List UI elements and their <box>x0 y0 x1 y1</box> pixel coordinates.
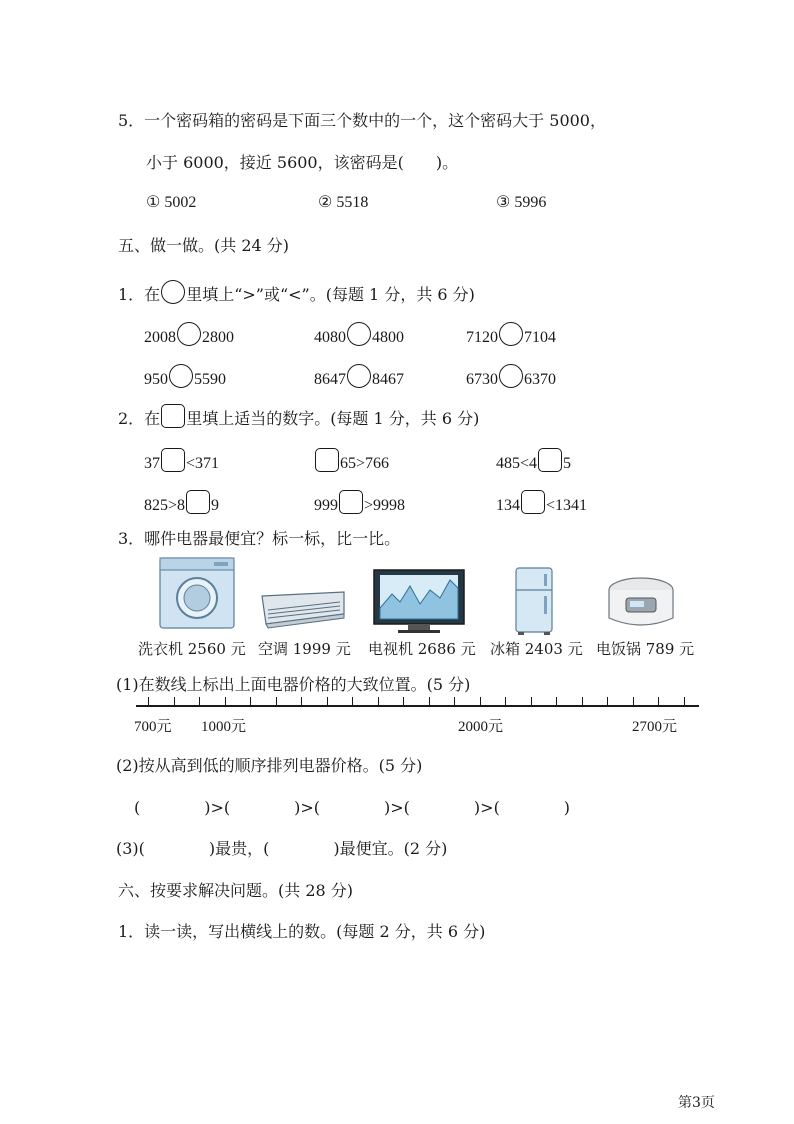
rice-cooker-icon <box>604 574 678 632</box>
answer-circle[interactable] <box>347 322 371 346</box>
page-number: 第3页 <box>678 1095 715 1111</box>
problem-1-instruction <box>118 280 475 305</box>
fill-left: 485<4 <box>496 455 538 472</box>
number-line-tick[interactable] <box>531 697 532 706</box>
fill-right: >9998 <box>364 497 406 514</box>
answer-circle[interactable] <box>169 364 193 388</box>
number-line <box>136 705 699 707</box>
q5-option-1: ① 5002 <box>146 194 197 211</box>
number-line-tick[interactable] <box>684 697 685 706</box>
number-line-tick[interactable] <box>429 697 430 706</box>
answer-box[interactable] <box>521 490 545 514</box>
number-line-tick[interactable] <box>582 697 583 706</box>
price-order-row[interactable]: ( )>( )>( )>( )>( ) <box>134 798 571 817</box>
television-icon <box>372 568 466 634</box>
q5-line-2: 小于 6000，接近 5600，该密码是( )。 <box>146 153 459 172</box>
compare-right: 4800 <box>372 329 404 346</box>
compare-right: 6370 <box>524 371 556 388</box>
number-line-label-700: 700元 <box>134 719 172 735</box>
compare-right: 2800 <box>202 329 234 346</box>
fill-left: 134 <box>496 497 520 514</box>
sub-question-2: (2)按从高到低的顺序排列电器价格。(5 分) <box>116 756 423 775</box>
number-line-tick[interactable] <box>276 697 277 706</box>
fill-right: 5 <box>563 455 572 472</box>
compare-item-6 <box>466 364 556 389</box>
number-line-label-2000: 2000元 <box>458 719 504 735</box>
compare-item-3 <box>466 322 556 347</box>
answer-circle[interactable] <box>499 322 523 346</box>
answer-box[interactable] <box>315 448 339 472</box>
fill-right: 9 <box>211 497 220 514</box>
number-line-tick[interactable] <box>174 697 175 706</box>
compare-item-2 <box>314 322 404 347</box>
fill-item-3 <box>496 448 571 473</box>
washing-machine-icon <box>156 556 238 630</box>
problem-1-post: 里填上“>”或“<”。(每题 1 分，共 6 分) <box>186 285 475 304</box>
number-line-tick[interactable] <box>301 697 302 706</box>
section-5-title: 五、做一做。(共 24 分) <box>118 236 290 255</box>
answer-box[interactable] <box>339 490 363 514</box>
blank-box-icon <box>161 404 185 428</box>
fill-left: 999 <box>314 497 338 514</box>
appliance-caption-refrigerator: 冰箱 2403 元 <box>490 640 583 658</box>
compare-left: 8647 <box>314 371 346 388</box>
q5-option-3: ③ 5996 <box>496 194 547 211</box>
problem-2-post: 里填上适当的数字。(每题 1 分，共 6 分) <box>186 409 480 428</box>
compare-item-4 <box>144 364 226 389</box>
fill-right: <1341 <box>546 497 588 514</box>
compare-item-1 <box>144 322 234 347</box>
number-line-tick[interactable] <box>352 697 353 706</box>
section-6-title: 六、按要求解决问题。(共 28 分) <box>118 881 354 900</box>
section-6-problem-1: 1．读一读，写出横线上的数。(每题 2 分，共 6 分) <box>118 922 486 941</box>
compare-right: 8467 <box>372 371 404 388</box>
problem-1-pre: 1．在 <box>118 285 161 304</box>
problem-3-title: 3．哪件电器最便宜？标一标，比一比。 <box>118 529 401 548</box>
number-line-tick[interactable] <box>327 697 328 706</box>
number-line-tick[interactable] <box>250 697 251 706</box>
refrigerator-icon <box>512 566 556 636</box>
number-line-label-1000: 1000元 <box>201 719 247 735</box>
fill-right: 65>766 <box>340 455 390 472</box>
answer-box[interactable] <box>161 448 185 472</box>
fill-item-4 <box>144 490 219 515</box>
appliance-caption-television: 电视机 2686 元 <box>368 640 476 658</box>
number-line-tick[interactable] <box>633 697 634 706</box>
q5-line-1: 5．一个密码箱的密码是下面三个数中的一个，这个密码大于 5000， <box>118 111 606 130</box>
number-line-tick[interactable] <box>378 697 379 706</box>
number-line-tick[interactable] <box>148 697 149 706</box>
air-conditioner-icon <box>260 590 346 630</box>
number-line-tick[interactable] <box>454 697 455 706</box>
answer-circle[interactable] <box>499 364 523 388</box>
fill-item-2 <box>314 448 389 473</box>
appliance-caption-rice-cooker: 电饭锅 789 元 <box>596 640 695 658</box>
problem-2-pre: 2．在 <box>118 409 161 428</box>
fill-item-5 <box>314 490 405 515</box>
appliance-caption-air-conditioner: 空调 1999 元 <box>258 640 351 658</box>
number-line-tick[interactable] <box>403 697 404 706</box>
fill-item-1 <box>144 448 219 473</box>
number-line-label-2700: 2700元 <box>632 719 678 735</box>
appliance-caption-washing-machine: 洗衣机 2560 元 <box>138 640 246 658</box>
answer-box[interactable] <box>538 448 562 472</box>
number-line-tick[interactable] <box>480 697 481 706</box>
number-line-tick[interactable] <box>607 697 608 706</box>
number-line-tick[interactable] <box>658 697 659 706</box>
fill-left: 825>8 <box>144 497 186 514</box>
compare-right: 5590 <box>194 371 226 388</box>
number-line-tick[interactable] <box>225 697 226 706</box>
fill-left: 37 <box>144 455 160 472</box>
problem-2-instruction <box>118 404 479 429</box>
answer-circle[interactable] <box>177 322 201 346</box>
compare-left: 2008 <box>144 329 176 346</box>
compare-left: 7120 <box>466 329 498 346</box>
number-line-tick[interactable] <box>556 697 557 706</box>
compare-left: 4080 <box>314 329 346 346</box>
number-line-tick[interactable] <box>199 697 200 706</box>
compare-left: 950 <box>144 371 168 388</box>
compare-item-5 <box>314 364 404 389</box>
blank-circle-icon <box>161 280 185 304</box>
compare-right: 7104 <box>524 329 556 346</box>
answer-circle[interactable] <box>347 364 371 388</box>
sub-question-3[interactable]: (3)( )最贵，( )最便宜。(2 分) <box>116 839 448 858</box>
compare-left: 6730 <box>466 371 498 388</box>
answer-box[interactable] <box>186 490 210 514</box>
q5-option-2: ② 5518 <box>318 194 369 211</box>
number-line-tick[interactable] <box>505 697 506 706</box>
sub-question-1: (1)在数线上标出上面电器价格的大致位置。(5 分) <box>116 675 471 694</box>
fill-item-6 <box>496 490 587 515</box>
fill-right: <371 <box>186 455 220 472</box>
